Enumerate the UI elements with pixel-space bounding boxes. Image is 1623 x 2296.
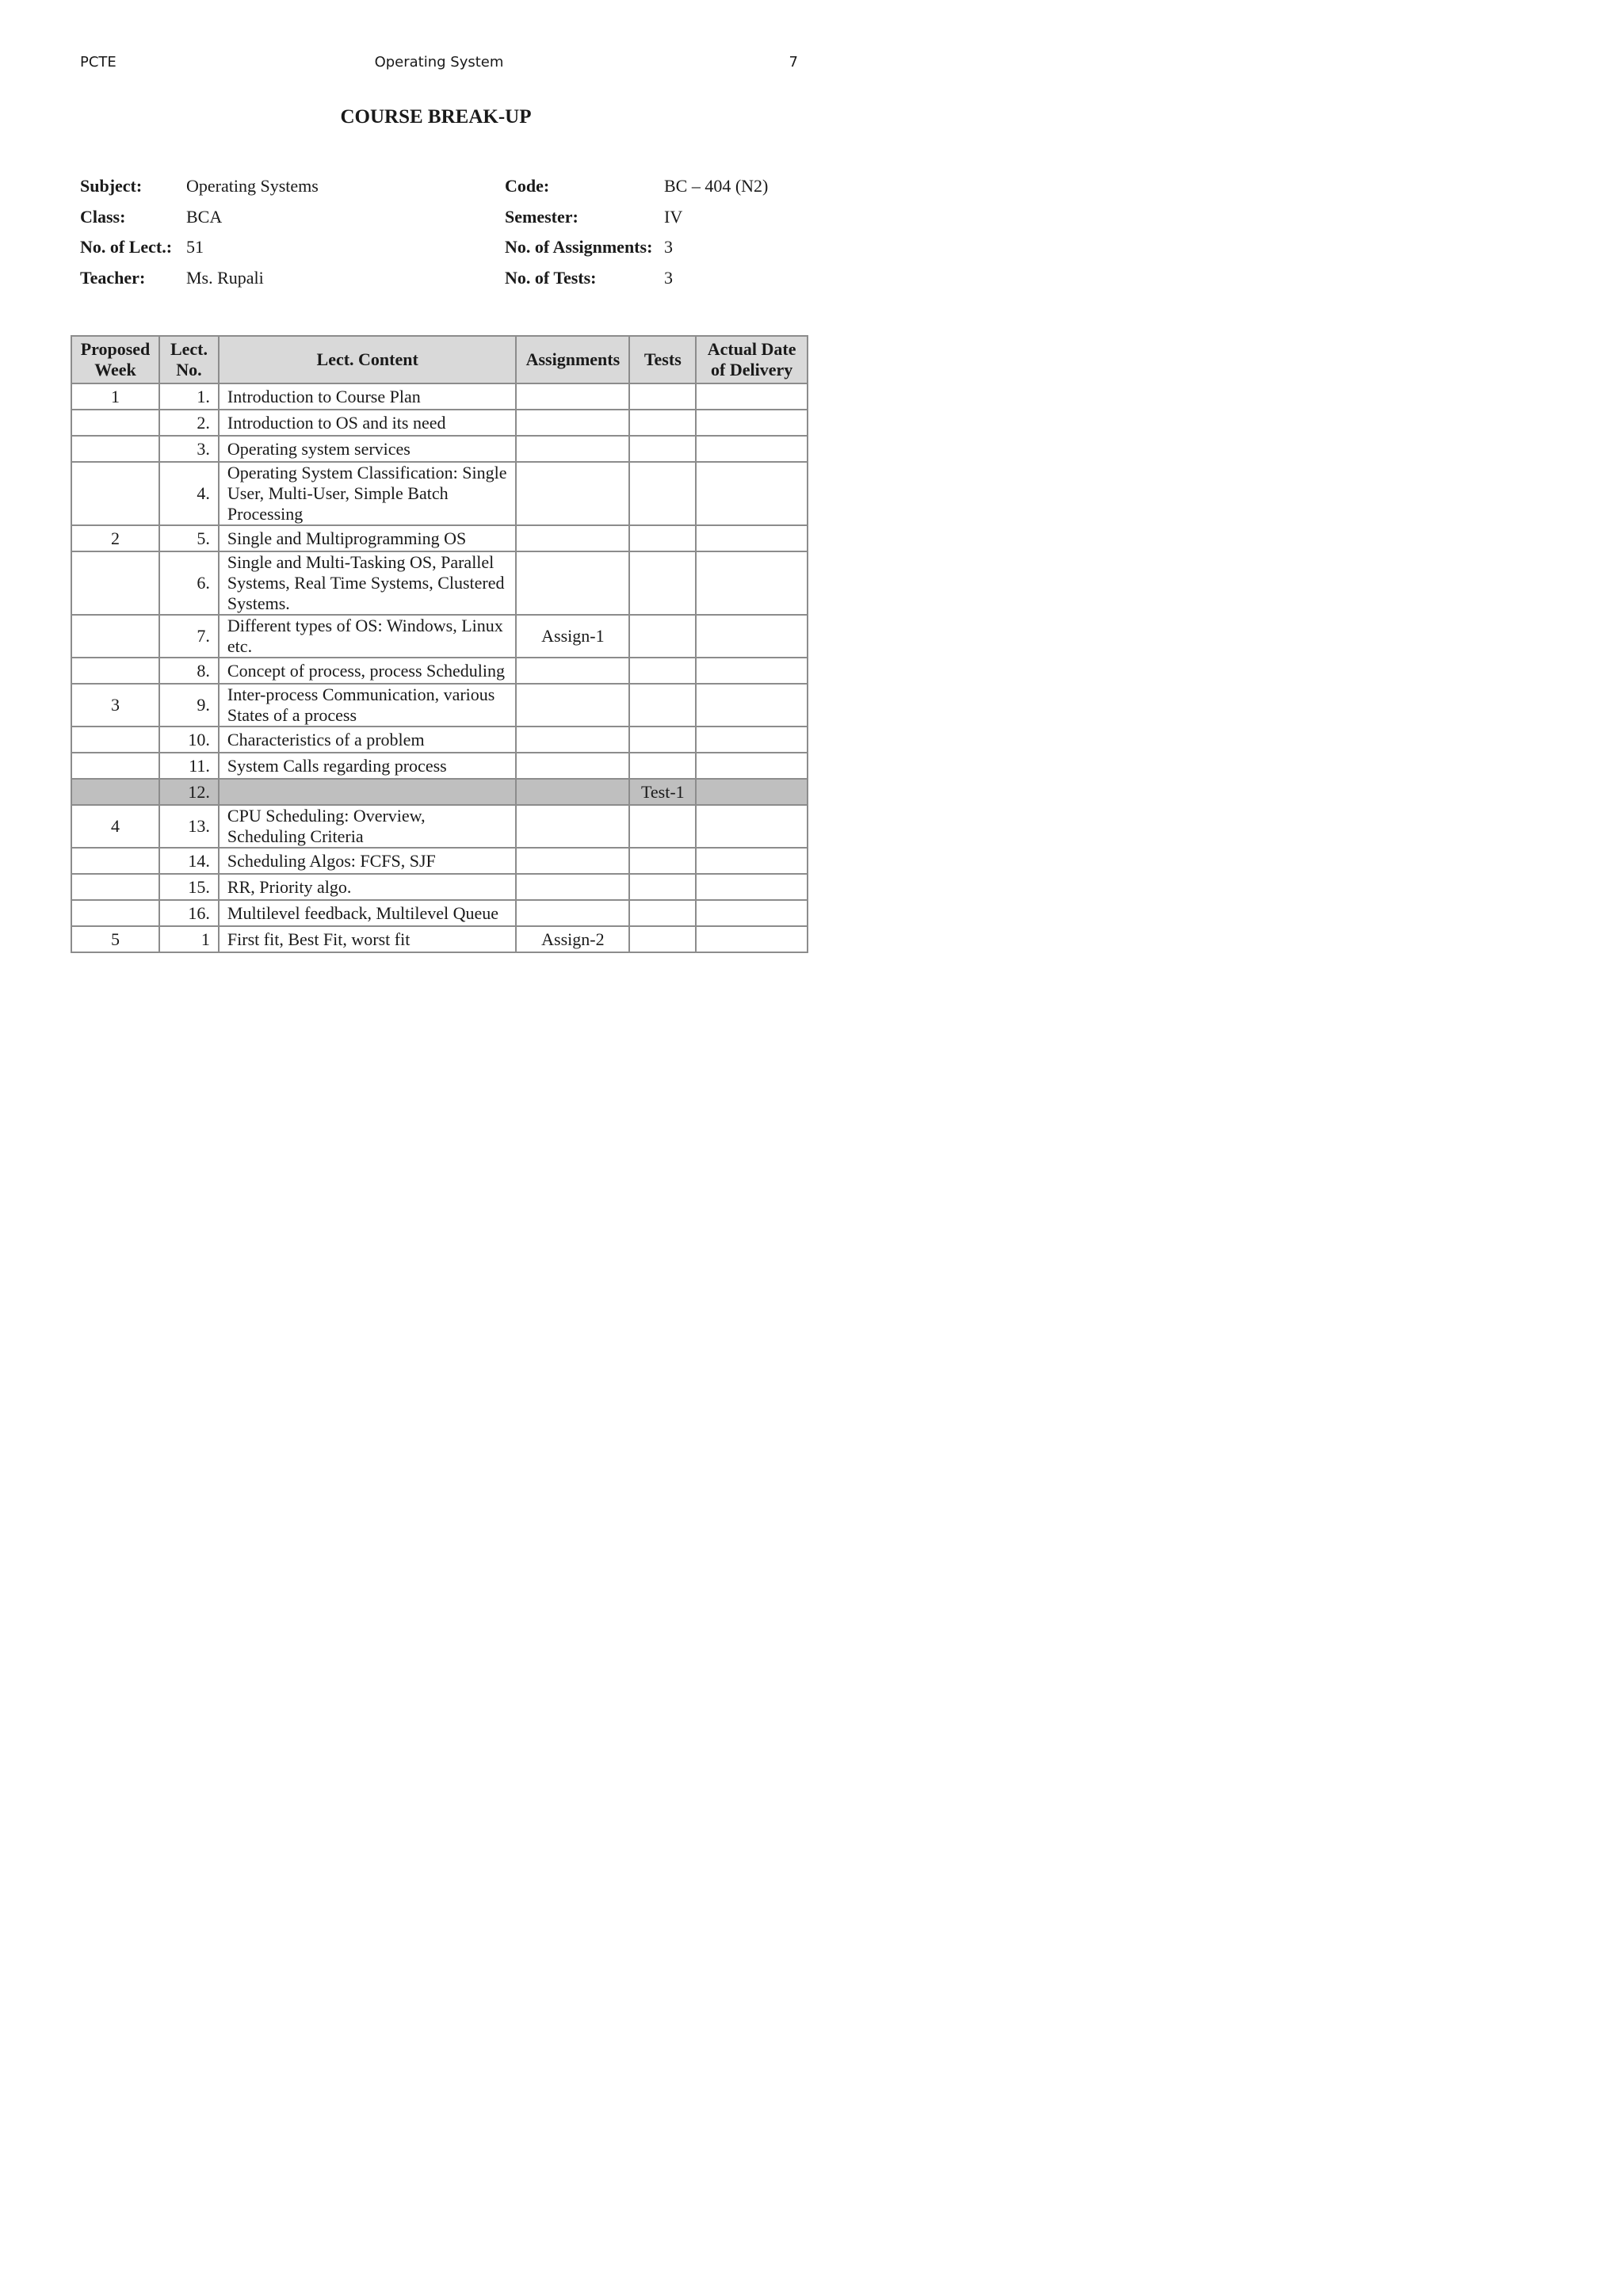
assignment-cell [516,551,629,615]
week-cell: 1 [71,383,159,410]
test-cell [629,525,696,551]
table-row [71,383,808,410]
week-cell [71,615,159,658]
table-row [71,727,808,753]
lecture-number-cell: 8. [159,658,219,684]
table-row [71,658,808,684]
table-body [71,383,808,952]
table-row [71,926,808,952]
header-document-title: Operating System [374,54,504,71]
delivery-date-cell [696,383,808,410]
test-cell [629,684,696,727]
content-cell: Operating system services [219,436,517,462]
delivery-date-cell [696,462,808,525]
content-cell: First fit, Best Fit, worst fit [219,926,517,952]
page-header [80,54,798,74]
lectures-value: 51 [186,237,204,257]
semester-value: IV [664,206,683,227]
test-cell [629,900,696,926]
table-row [71,805,808,848]
lecture-number-cell: 2. [159,410,219,436]
test-cell [629,805,696,848]
content-cell [219,779,517,805]
delivery-date-cell [696,848,808,874]
table-header-row [71,336,808,383]
class-label: Class: [80,206,126,227]
content-cell: RR, Priority algo. [219,874,517,900]
assignment-cell [516,900,629,926]
content-cell: Multilevel feedback, Multilevel Queue [219,900,517,926]
lecture-number-cell: 4. [159,462,219,525]
week-cell [71,436,159,462]
assignment-cell [516,874,629,900]
content-cell: Introduction to Course Plan [219,383,517,410]
delivery-date-cell [696,805,808,848]
assignments-label: No. of Assignments: [505,237,653,257]
test-cell [629,615,696,658]
content-cell: Single and Multiprogramming OS [219,525,517,551]
test-cell [629,462,696,525]
assignments-value: 3 [664,237,673,257]
lecture-number-cell: 16. [159,900,219,926]
table-row [71,615,808,658]
delivery-date-cell [696,900,808,926]
info-row [80,176,809,207]
assignment-cell [516,383,629,410]
week-cell [71,874,159,900]
assignment-cell [516,805,629,848]
week-cell: 3 [71,684,159,727]
week-cell [71,551,159,615]
week-cell [71,779,159,805]
info-row [80,268,809,299]
subject-value: Operating Systems [186,176,319,196]
course-schedule-table [71,335,808,953]
content-cell: System Calls regarding process [219,753,517,779]
header-proposed-week: Proposed Week [71,336,159,383]
test-cell [629,383,696,410]
semester-label: Semester: [505,206,579,227]
delivery-date-cell [696,658,808,684]
content-cell: Inter-process Communication, various States of a process [219,684,517,727]
delivery-date-cell [696,551,808,615]
content-cell: Concept of process, process Scheduling [219,658,517,684]
week-cell: 4 [71,805,159,848]
table-row [71,462,808,525]
week-cell [71,462,159,525]
teacher-value: Ms. Rupali [186,267,264,288]
page-number: 7 [789,54,798,71]
lecture-number-cell: 15. [159,874,219,900]
content-cell: Characteristics of a problem [219,727,517,753]
test-cell [629,727,696,753]
class-value: BCA [186,206,223,227]
table-row [71,900,808,926]
test-cell [629,658,696,684]
week-cell [71,410,159,436]
table-row [71,684,808,727]
week-cell [71,658,159,684]
header-assignments: Assignments [516,336,629,383]
header-actual-delivery-date: Actual Date of Delivery [696,336,808,383]
table-row [71,874,808,900]
test-cell [629,848,696,874]
info-row [80,237,809,268]
tests-value: 3 [664,267,673,288]
test-cell [629,410,696,436]
content-cell: Introduction to OS and its need [219,410,517,436]
week-cell: 5 [71,926,159,952]
table-row [71,525,808,551]
lecture-number-cell: 11. [159,753,219,779]
test-row [71,779,808,805]
subject-label: Subject: [80,176,143,196]
content-cell: Single and Multi-Tasking OS, Parallel Systems, Real Time Systems, Clustered Systems. [219,551,517,615]
header-lecture-content: Lect. Content [219,336,517,383]
table-row [71,848,808,874]
tests-label: No. of Tests: [505,267,597,288]
teacher-label: Teacher: [80,267,146,288]
assignment-cell [516,658,629,684]
lecture-number-cell: 12. [159,779,219,805]
lecture-number-cell: 10. [159,727,219,753]
delivery-date-cell [696,753,808,779]
week-cell: 2 [71,525,159,551]
assignment-cell [516,727,629,753]
table-row [71,410,808,436]
course-info [80,176,809,298]
week-cell [71,900,159,926]
page-title: COURSE BREAK-UP [340,106,532,128]
delivery-date-cell [696,874,808,900]
table-row [71,753,808,779]
assignment-cell [516,753,629,779]
lecture-number-cell: 6. [159,551,219,615]
lecture-number-cell: 3. [159,436,219,462]
assignment-cell [516,410,629,436]
delivery-date-cell [696,615,808,658]
code-label: Code: [505,176,550,196]
test-cell: Test-1 [629,779,696,805]
test-cell [629,436,696,462]
lectures-label: No. of Lect.: [80,237,173,257]
lecture-number-cell: 1. [159,383,219,410]
content-cell: Different types of OS: Windows, Linux etc. [219,615,517,658]
header-lecture-number: Lect. No. [159,336,219,383]
assignment-cell: Assign-2 [516,926,629,952]
lecture-number-cell: 1 [159,926,219,952]
delivery-date-cell [696,727,808,753]
content-cell: Scheduling Algos: FCFS, SJF [219,848,517,874]
delivery-date-cell [696,525,808,551]
code-value: BC – 404 (N2) [664,176,769,196]
delivery-date-cell [696,436,808,462]
assignment-cell [516,848,629,874]
assignment-cell [516,462,629,525]
week-cell [71,753,159,779]
assignment-cell [516,779,629,805]
content-cell: Operating System Classification: Single User, Multi-User, Simple Batch Processing [219,462,517,525]
delivery-date-cell [696,926,808,952]
test-cell [629,874,696,900]
assignment-cell [516,525,629,551]
week-cell [71,848,159,874]
test-cell [629,926,696,952]
assignment-cell [516,684,629,727]
content-cell: CPU Scheduling: Overview, Scheduling Criteria [219,805,517,848]
assignment-cell [516,436,629,462]
table-row [71,551,808,615]
test-cell [629,551,696,615]
lecture-number-cell: 9. [159,684,219,727]
lecture-number-cell: 14. [159,848,219,874]
lecture-number-cell: 5. [159,525,219,551]
assignment-cell: Assign-1 [516,615,629,658]
lecture-number-cell: 7. [159,615,219,658]
header-tests: Tests [629,336,696,383]
table-row [71,436,808,462]
delivery-date-cell [696,410,808,436]
week-cell [71,727,159,753]
info-row [80,207,809,238]
lecture-number-cell: 13. [159,805,219,848]
header-institution: PCTE [80,54,116,71]
test-cell [629,753,696,779]
delivery-date-cell [696,684,808,727]
delivery-date-cell [696,779,808,805]
